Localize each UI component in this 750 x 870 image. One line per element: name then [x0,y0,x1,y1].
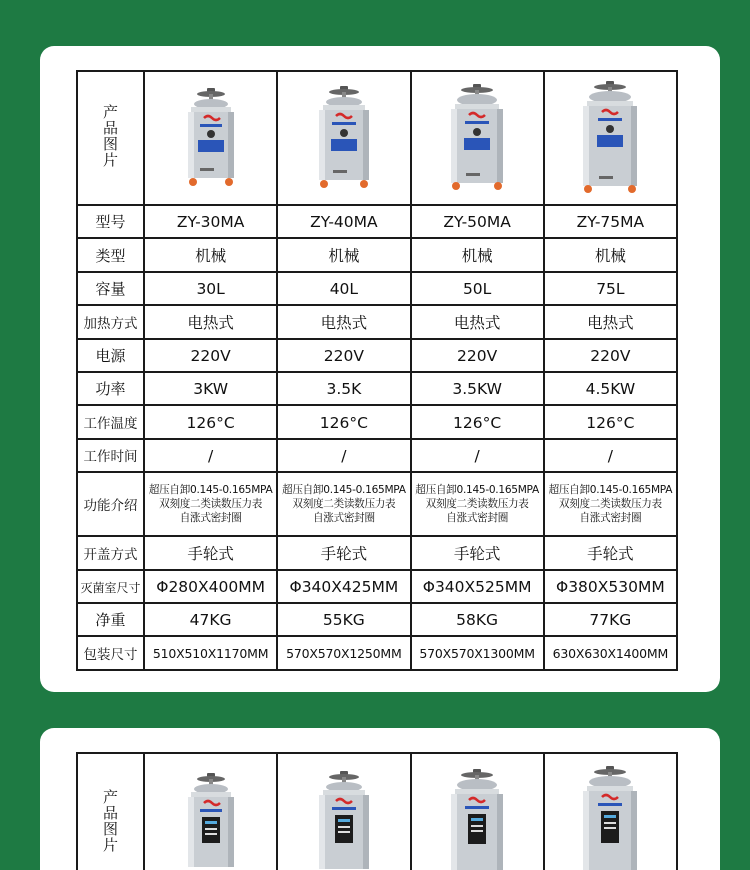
product-image-cell [411,753,544,870]
value-power-supply: 220V [323,346,364,365]
cell-heating [411,305,544,338]
value-capacity: 40L [329,279,359,298]
value-chamber: Φ340X425MM [289,577,399,596]
label-function: 功能介绍 [83,498,138,515]
label-cell [77,405,144,438]
value-heating: 电热式 [320,313,368,332]
value-temperature: 126°C [186,413,235,432]
cell-type [144,238,277,271]
product-image-cell [544,71,677,205]
value-type: 机械 [195,247,227,266]
label-cell [77,305,144,338]
cell-package [144,636,277,669]
cell-work-time [411,439,544,472]
value-net-weight: 77KG [589,611,632,630]
label-heating: 加热方式 [83,315,138,332]
label-cell [77,71,144,205]
row-power [77,372,677,405]
cell-power-supply [144,339,277,372]
value-temperature: 126°C [586,413,635,432]
function-line: 双刻度二类读数压力表 [425,498,529,511]
value-work-time: / [474,446,480,465]
cell-power-supply [544,339,677,372]
label-cell [77,272,144,305]
value-chamber: Φ380X530MM [556,577,665,596]
cell-capacity [144,272,277,305]
value-work-time: / [208,446,214,465]
value-type: 机械 [461,247,493,266]
cell-function [411,472,544,536]
cell-net-weight [411,603,544,636]
value-lid: 手轮式 [587,544,634,563]
label-product-image: 产品图片 [101,789,119,853]
product-image-cell [144,71,277,205]
label-cell [77,603,144,636]
product-image-cell [144,753,277,870]
value-power: 3.5K [326,380,362,399]
spec-table-mechanical [76,70,678,671]
cell-package [544,636,677,669]
value-type: 机械 [328,247,360,266]
label-lid: 开盖方式 [83,546,138,563]
label-cell [77,238,144,271]
product-image-cell [411,71,544,205]
cell-type [411,238,544,271]
value-package: 570X570X1300MM [419,646,535,662]
spec-card-digital [40,728,720,870]
label-temperature: 工作温度 [83,416,138,433]
cell-work-time [277,439,410,472]
cell-net-weight [544,603,677,636]
value-chamber: Φ340X525MM [422,577,532,596]
value-power-supply: 220V [457,346,498,365]
sterilizer-image [439,769,515,870]
label-type: 类型 [95,246,126,265]
function-line: 双刻度二类读数压力表 [159,498,263,511]
label-cell [77,205,144,238]
row-heating [77,305,677,338]
cell-temperature [144,405,277,438]
cell-heating [277,305,410,338]
function-line: 双刻度二类读数压力表 [292,498,396,511]
value-net-weight: 58KG [456,611,499,630]
cell-capacity [544,272,677,305]
value-model: ZY-50MA [443,213,511,232]
cell-heating [144,305,277,338]
value-power: 3KW [193,380,229,399]
row-package [77,636,677,669]
sterilizer-image [307,86,381,190]
label-package: 包装尺寸 [83,646,138,663]
value-work-time: / [341,446,347,465]
value-model: ZY-40MA [310,213,378,232]
row-power-supply [77,339,677,372]
cell-model [411,205,544,238]
value-capacity: 75L [596,279,625,298]
cell-net-weight [277,603,410,636]
cell-power-supply [411,339,544,372]
value-model: ZY-75MA [576,213,645,232]
row-product-image [77,71,677,205]
value-net-weight: 47KG [189,611,232,630]
function-line: 双刻度二类读数压力表 [558,498,662,511]
cell-chamber [411,570,544,603]
value-package: 630X630X1400MM [552,646,669,662]
function-line: 自涨式密封圈 [446,512,508,525]
label-chamber: 灭菌室尺寸 [80,580,141,595]
value-temperature: 126°C [453,413,502,432]
row-model [77,205,677,238]
cell-model [544,205,677,238]
value-work-time: / [607,446,613,465]
cell-model [144,205,277,238]
value-power: 4.5KW [585,380,636,399]
label-cell [77,439,144,472]
row-type [77,238,677,271]
label-work-time: 工作时间 [83,449,138,466]
label-cell [77,570,144,603]
sterilizer-image [439,84,515,192]
value-net-weight: 55KG [322,611,365,630]
cell-type [277,238,410,271]
product-image-cell [277,753,410,870]
sterilizer-image [571,766,649,870]
value-heating: 电热式 [187,313,234,332]
row-lid [77,536,677,569]
function-line: 超压自卸0.145-0.165MPA [548,484,673,497]
sterilizer-image [571,81,649,195]
label-cell [77,372,144,405]
cell-heating [544,305,677,338]
cell-chamber [277,570,410,603]
function-line: 自涨式密封圈 [579,512,642,525]
cell-chamber [544,570,677,603]
cell-chamber [144,570,277,603]
cell-lid [544,536,677,569]
cell-type [544,238,677,271]
cell-power [277,372,410,405]
row-function [77,472,677,536]
cell-net-weight [144,603,277,636]
product-image-cell [277,71,410,205]
cell-capacity [411,272,544,305]
function-line: 超压自卸0.145-0.165MPA [415,484,539,497]
label-cell [77,753,144,870]
function-line: 自涨式密封圈 [179,512,242,525]
cell-temperature [411,405,544,438]
row-net-weight [77,603,677,636]
row-capacity [77,272,677,305]
row-work-time [77,439,677,472]
cell-function [144,472,277,536]
label-cell [77,472,144,536]
cell-power [544,372,677,405]
value-package: 510X510X1170MM [152,646,269,662]
cell-capacity [277,272,410,305]
function-line: 自涨式密封圈 [312,512,375,525]
label-cell [77,636,144,669]
value-power: 3.5KW [452,380,502,399]
value-capacity: 50L [462,279,492,298]
row-product-image [77,753,677,870]
label-cell [77,536,144,569]
label-power: 功率 [95,380,126,399]
cell-temperature [544,405,677,438]
value-chamber: Φ280X400MM [156,577,265,596]
label-net-weight: 净重 [95,611,126,630]
value-lid: 手轮式 [187,544,234,563]
sterilizer-image [176,88,246,188]
value-power-supply: 220V [190,346,231,365]
cell-work-time [144,439,277,472]
spec-table-digital [76,752,678,870]
value-model: ZY-30MA [176,213,245,232]
cell-function [544,472,677,536]
value-heating: 电热式 [453,313,501,332]
cell-package [411,636,544,669]
function-line: 超压自卸0.145-0.165MPA [148,484,273,497]
sterilizer-image [176,773,246,870]
cell-lid [144,536,277,569]
label-capacity: 容量 [95,279,126,298]
cell-temperature [277,405,410,438]
function-line: 超压自卸0.145-0.165MPA [282,484,406,497]
value-capacity: 30L [196,279,225,298]
cell-package [277,636,410,669]
cell-power [411,372,544,405]
cell-power-supply [277,339,410,372]
row-chamber [77,570,677,603]
value-package: 570X570X1250MM [286,646,402,662]
value-temperature: 126°C [319,413,368,432]
value-heating: 电热式 [587,313,634,332]
row-temperature [77,405,677,438]
cell-power [144,372,277,405]
spec-card-mechanical [40,46,720,692]
value-lid: 手轮式 [453,544,501,563]
cell-model [277,205,410,238]
product-image-cell [544,753,677,870]
label-power-supply: 电源 [95,346,126,365]
cell-work-time [544,439,677,472]
label-cell [77,339,144,372]
label-model: 型号 [95,213,126,232]
sterilizer-image [307,771,381,870]
cell-function [277,472,410,536]
value-type: 机械 [594,247,626,266]
cell-lid [277,536,410,569]
cell-lid [411,536,544,569]
value-lid: 手轮式 [320,544,368,563]
value-power-supply: 220V [590,346,631,365]
label-product-image: 产品图片 [101,104,119,168]
